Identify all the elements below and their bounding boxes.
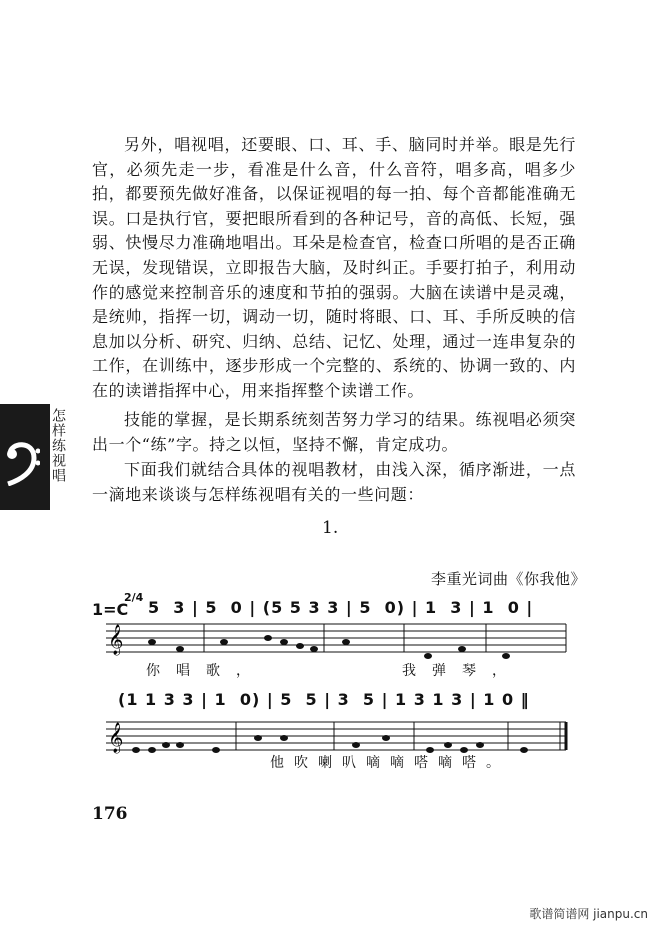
paragraph-2: 技能的掌握，是长期系统刻苦努力学习的结果。练视唱必须突出一个“练”字。持之以恒，坚持不懈，肯定成功。	[92, 410, 576, 454]
bass-clef-icon	[4, 434, 40, 486]
song-credit: 李重光词曲《你我他》	[430, 570, 586, 588]
lyrics-line-2: 他吹喇叭嘀嘀嗒嘀嗒。	[270, 755, 510, 771]
paragraph-1: 另外，唱视唱，还要眼、口、耳、手、脑同时并举。眼是先行官，必须先走一步，看准是什么音，什么音符，唱多高，唱多少拍，都要预先做好准备，以保证视唱的每一拍、每个音都能准确无误。口是执行官，要把眼所看到的各种记号，音的高低、长短，强弱、快慢尽力准确地唱出。耳朵是检查官，检查口所唱的是否正确无误，发现错误，立即报告大脑，及时纠正。手要打拍子，利用动作的感觉来控制音乐的速度和节拍的强弱。大脑在读谱中是灵魂，是统帅，指挥一切，调动一切，随时将眼、口、耳、手所反映的信息加以分析、研究、归纳、总结、记忆、处理，通过一连串复杂的工作，在训练中，逐步形成一个完整的、系统的、协调一致的、内在的读谱指挥中心，用来指挥整个读谱工作。	[92, 135, 576, 400]
svg-text:𝄞: 𝄞	[108, 625, 124, 655]
jianpu-line-2: (1 1 3 3 | 1 0) | 5 5 | 3 5 | 1 3 1 3 | 1 0 ‖	[118, 690, 530, 709]
chapter-tab	[0, 404, 50, 510]
time-signature: 2/4	[124, 591, 144, 604]
key-signature: 1=C	[92, 600, 129, 619]
staff-line-1	[100, 618, 572, 660]
lyrics-line-1b: 我弹琴，	[402, 663, 522, 679]
paragraph-3: 下面我们就结合具体的视唱教材，由浅入深，循序渐进，一点一滴地来谈谈与怎样练视唱有关的一些问题：	[92, 460, 576, 504]
watermark: 歌谱简谱网 jianpu.cn	[529, 907, 648, 921]
jianpu-line-1: 5 3 | 5 0 | (5 5 3 3 | 5 0) | 1 3 | 1 0 |	[148, 598, 534, 617]
lyrics-line-1a: 你唱歌，	[146, 663, 266, 679]
chapter-label: 怎样练视唱	[50, 408, 66, 483]
page-number: 176	[92, 804, 128, 824]
section-number: 1.	[322, 518, 339, 538]
svg-text:𝄞: 𝄞	[108, 723, 124, 753]
